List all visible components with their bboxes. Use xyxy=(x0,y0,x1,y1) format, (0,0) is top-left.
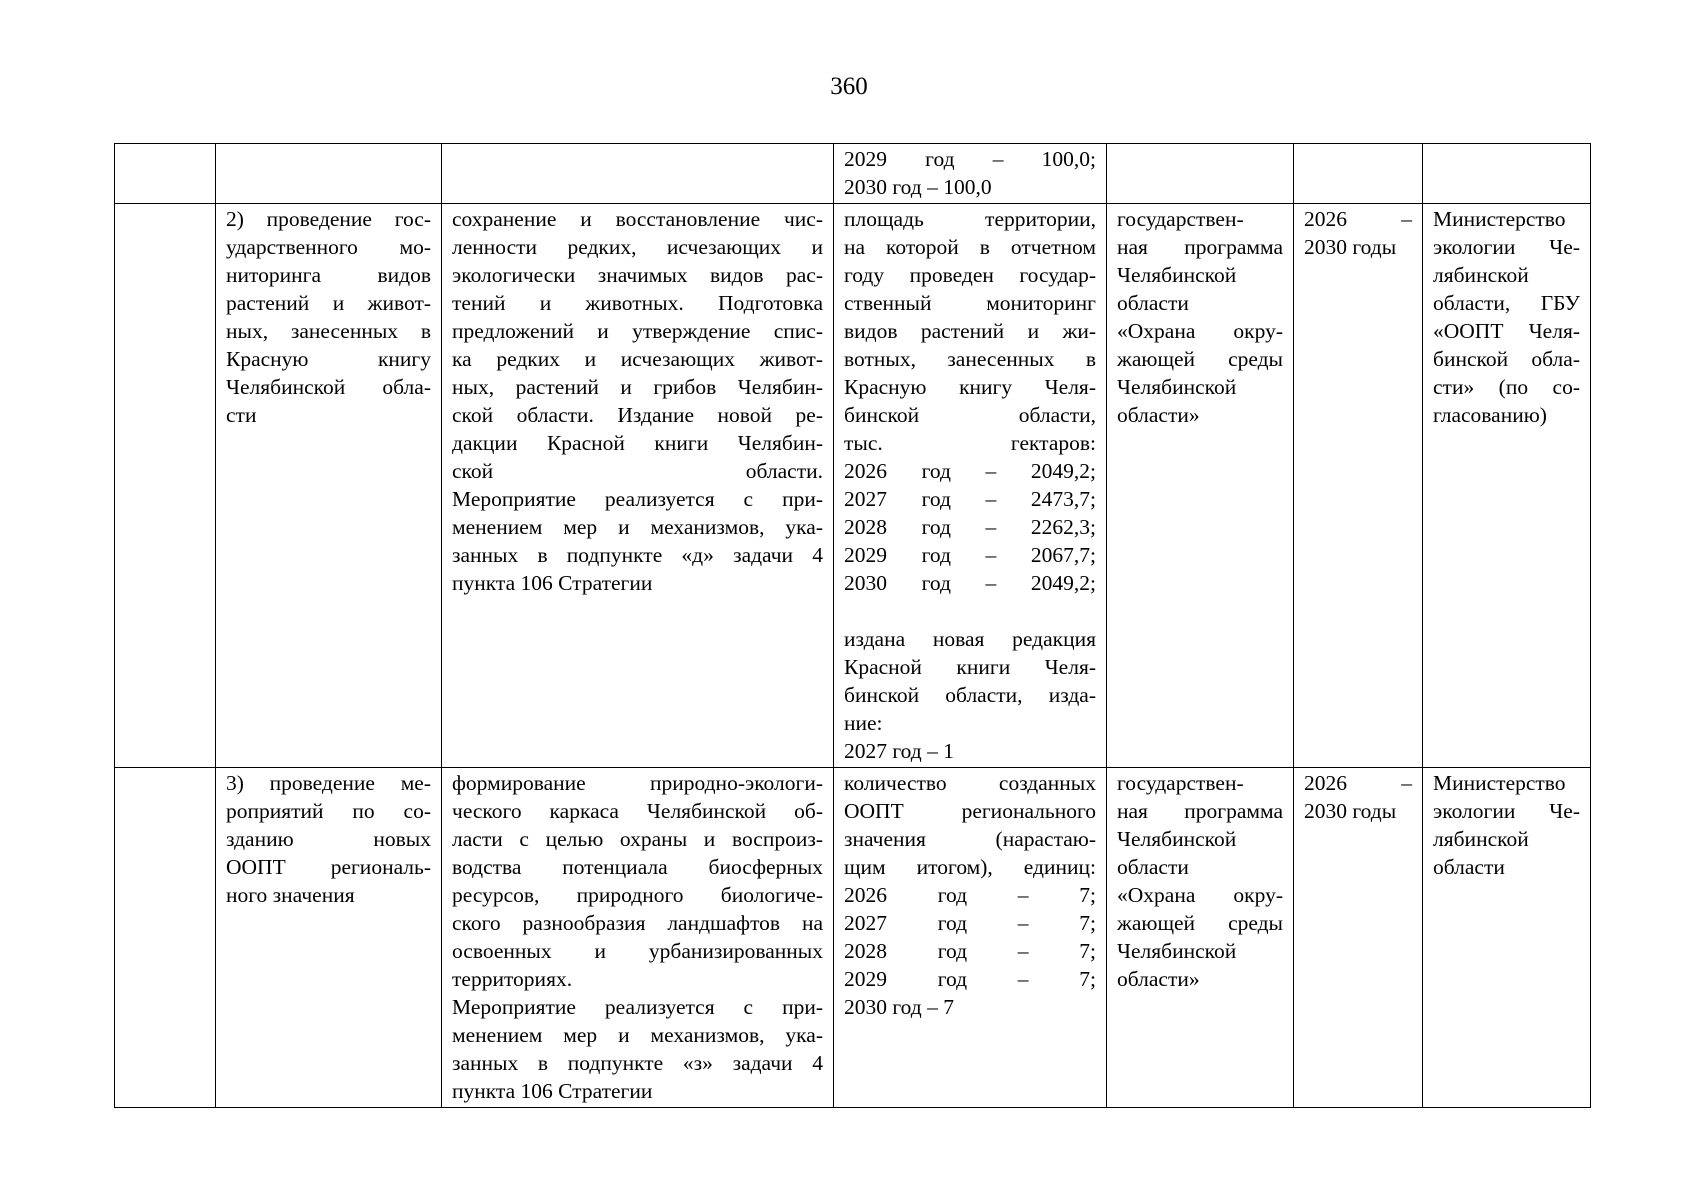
cell-text-line: области» xyxy=(1117,967,1200,991)
cell-text-line: ООПТ региональ- xyxy=(226,855,431,879)
cell-text-line: бинской области, xyxy=(844,403,1096,427)
executor-cell xyxy=(1423,204,1591,768)
cell-text-line: бинской области, изда- xyxy=(844,683,1096,707)
cell-text-line: 2027 год – 7; xyxy=(844,911,1096,935)
cell-text-line: 2030 годы xyxy=(1304,235,1397,259)
cell-text-line: 2026 – xyxy=(1304,771,1412,795)
cell-text-line: государствен- xyxy=(1117,207,1244,231)
cell-text-line: ниторинга видов xyxy=(226,263,431,287)
cell-text-line: значения (нарастаю- xyxy=(844,827,1096,851)
cell-text-line: площадь территории, xyxy=(844,207,1096,231)
cell-text-line: «ООПТ Челя- xyxy=(1433,319,1580,343)
cell-text-line: ского разнообразия ландшафтов на xyxy=(452,911,823,935)
table-row xyxy=(115,204,1591,768)
cell-text-line: области, ГБУ xyxy=(1433,291,1580,315)
cell-text-line: ческого каркаса Челябинской об- xyxy=(452,799,823,823)
cell-text-line: менением мер и механизмов, ука- xyxy=(452,515,823,539)
program-cell xyxy=(1107,144,1294,204)
measure-content-cell xyxy=(442,144,834,204)
cell-text-line: Челябинской xyxy=(1117,263,1237,287)
cell-text-line: лябинской xyxy=(1433,827,1529,851)
table-row xyxy=(115,768,1591,1108)
cell-text-line: ленности редких, исчезающих и xyxy=(452,235,823,259)
measure-name-cell xyxy=(216,144,442,204)
cell-text-line: 2028 год – 7; xyxy=(844,939,1096,963)
cell-text-line: предложений и утверждение спис- xyxy=(452,319,823,343)
cell-text-line: 3) проведение ме- xyxy=(226,771,431,795)
cell-text-line: менением мер и механизмов, ука- xyxy=(452,1023,823,1047)
cell-text-line: ного значения xyxy=(226,883,355,907)
cell-text-line: экологии Че- xyxy=(1433,799,1580,823)
cell-text-line: занных в подпункте «з» задачи 4 xyxy=(452,1051,823,1075)
cell-text-line: территориях. xyxy=(452,967,573,991)
cell-text-line: 2030 год – 7 xyxy=(844,995,954,1019)
measure-name-cell xyxy=(216,204,442,768)
cell-text-line: ской области. xyxy=(452,459,823,483)
cell-text-line: ная программа xyxy=(1117,799,1283,823)
cell-text-line: Красную книгу xyxy=(226,347,431,371)
cell-text-line: области» xyxy=(1117,403,1200,427)
cell-text-line: Министерство xyxy=(1433,207,1566,231)
executor-cell xyxy=(1423,144,1591,204)
cell-text-line: 2030 год – 100,0 xyxy=(844,175,992,199)
cell-text-line: области xyxy=(1117,291,1189,315)
table-row xyxy=(115,144,1591,204)
measure-content-cell xyxy=(442,768,834,1108)
cell-text-line: гласованию) xyxy=(1433,403,1547,427)
cell-text-line: Красную книгу Челя- xyxy=(844,375,1096,399)
cell-text-line: Красной книги Челя- xyxy=(844,655,1096,679)
cell-text-line: ние: xyxy=(844,711,883,735)
cell-text-line: ласти с целью охраны и воспроиз- xyxy=(452,827,823,851)
cell-text-line: пункта 106 Стратегии xyxy=(452,1079,653,1103)
cell-text-line: ООПТ регионального xyxy=(844,799,1096,823)
cell-text-line: ресурсов, природного биологиче- xyxy=(452,883,823,907)
cell-text-line: году проведен государ- xyxy=(844,263,1096,287)
cell-text-line: Министерство xyxy=(1433,771,1566,795)
cell-text-line: жающей среды xyxy=(1117,347,1283,371)
cell-text-line: 2027 год – 2473,7; xyxy=(844,487,1096,511)
executor-cell xyxy=(1423,768,1591,1108)
cell-text-line: ударственного мо- xyxy=(226,235,431,259)
cell-text-line: ных, занесенных в xyxy=(226,319,431,343)
cell-text-line: 2030 годы xyxy=(1304,799,1397,823)
row-number-cell xyxy=(115,204,216,768)
cell-text-line: занных в подпункте «д» задачи 4 xyxy=(452,543,823,567)
cell-text-line: ных, растений и грибов Челябин- xyxy=(452,375,823,399)
cell-text-line: экологически значимых видов рас- xyxy=(452,263,823,287)
cell-text-line: 2029 год – 2067,7; xyxy=(844,543,1096,567)
cell-text-line: формирование природно-экологи- xyxy=(452,771,823,795)
cell-text-line: Мероприятие реализуется с при- xyxy=(452,487,823,511)
cell-text-line: области xyxy=(1117,855,1189,879)
cell-text-line: 2) проведение гос- xyxy=(226,207,431,231)
cell-text-line: ской области. Издание новой ре- xyxy=(452,403,823,427)
row-number-cell xyxy=(115,768,216,1108)
measure-name-cell xyxy=(216,768,442,1108)
cell-text-line: 2029 год – 7; xyxy=(844,967,1096,991)
cell-text-line xyxy=(844,597,1096,625)
measures-table xyxy=(114,143,1591,1108)
cell-text-line: 2026 – xyxy=(1304,207,1412,231)
program-cell xyxy=(1107,204,1294,768)
indicator-cell xyxy=(834,204,1107,768)
cell-text-line: Челябинской xyxy=(1117,939,1237,963)
cell-text-line: растений и живот- xyxy=(226,291,431,315)
cell-text-line: 2026 год – 7; xyxy=(844,883,1096,907)
cell-text-line: «Охрана окру- xyxy=(1117,883,1283,907)
cell-text-line: сохранение и восстановление чис- xyxy=(452,207,823,231)
row-number-cell xyxy=(115,144,216,204)
cell-text-line: государствен- xyxy=(1117,771,1244,795)
cell-text-line: дакции Красной книги Челябин- xyxy=(452,431,823,455)
cell-text-line: жающей среды xyxy=(1117,911,1283,935)
cell-text-line: Челябинской xyxy=(1117,375,1237,399)
cell-text-line: 2029 год – 100,0; xyxy=(844,147,1096,171)
cell-text-line: ка редких и исчезающих живот- xyxy=(452,347,823,371)
cell-text-line: 2028 год – 2262,3; xyxy=(844,515,1096,539)
cell-text-line: вотных, занесенных в xyxy=(844,347,1096,371)
measure-content-cell xyxy=(442,204,834,768)
cell-text-line: области xyxy=(1433,855,1505,879)
cell-text-line: Челябинской обла- xyxy=(226,375,431,399)
cell-text-line: видов растений и жи- xyxy=(844,319,1096,343)
cell-text-line: роприятий по со- xyxy=(226,799,431,823)
cell-text-line: водства потенциала биосферных xyxy=(452,855,823,879)
cell-text-line: экологии Че- xyxy=(1433,235,1580,259)
indicator-cell xyxy=(834,768,1107,1108)
cell-text-line: издана новая редакция xyxy=(844,627,1096,651)
cell-text-line: Челябинской xyxy=(1117,827,1237,851)
cell-text-line: освоенных и урбанизированных xyxy=(452,939,823,963)
cell-text-line: бинской обла- xyxy=(1433,347,1580,371)
cell-text-line: ная программа xyxy=(1117,235,1283,259)
cell-text-line: 2027 год – 1 xyxy=(844,739,954,763)
period-cell xyxy=(1294,144,1423,204)
cell-text-line: сти xyxy=(226,403,257,427)
cell-text-line: 2030 год – 2049,2; xyxy=(844,571,1096,595)
cell-text-line: количество созданных xyxy=(844,771,1096,795)
cell-text-line: ственный мониторинг xyxy=(844,291,1096,315)
cell-text-line: сти» (по со- xyxy=(1433,375,1580,399)
period-cell xyxy=(1294,204,1423,768)
period-cell xyxy=(1294,768,1423,1108)
cell-text-line: лябинской xyxy=(1433,263,1529,287)
cell-text-line: тений и животных. Подготовка xyxy=(452,291,823,315)
cell-text-line: 2026 год – 2049,2; xyxy=(844,459,1096,483)
cell-text-line: пункта 106 Стратегии xyxy=(452,571,653,595)
indicator-cell xyxy=(834,144,1107,204)
cell-text-line: «Охрана окру- xyxy=(1117,319,1283,343)
cell-text-line: на которой в отчетном xyxy=(844,235,1096,259)
cell-text-line: щим итогом), единиц: xyxy=(844,855,1096,879)
cell-text-line: тыс. гектаров: xyxy=(844,431,1096,455)
cell-text-line: Мероприятие реализуется с при- xyxy=(452,995,823,1019)
cell-text-line: зданию новых xyxy=(226,827,431,851)
page-number: 360 xyxy=(830,73,868,100)
program-cell xyxy=(1107,768,1294,1108)
